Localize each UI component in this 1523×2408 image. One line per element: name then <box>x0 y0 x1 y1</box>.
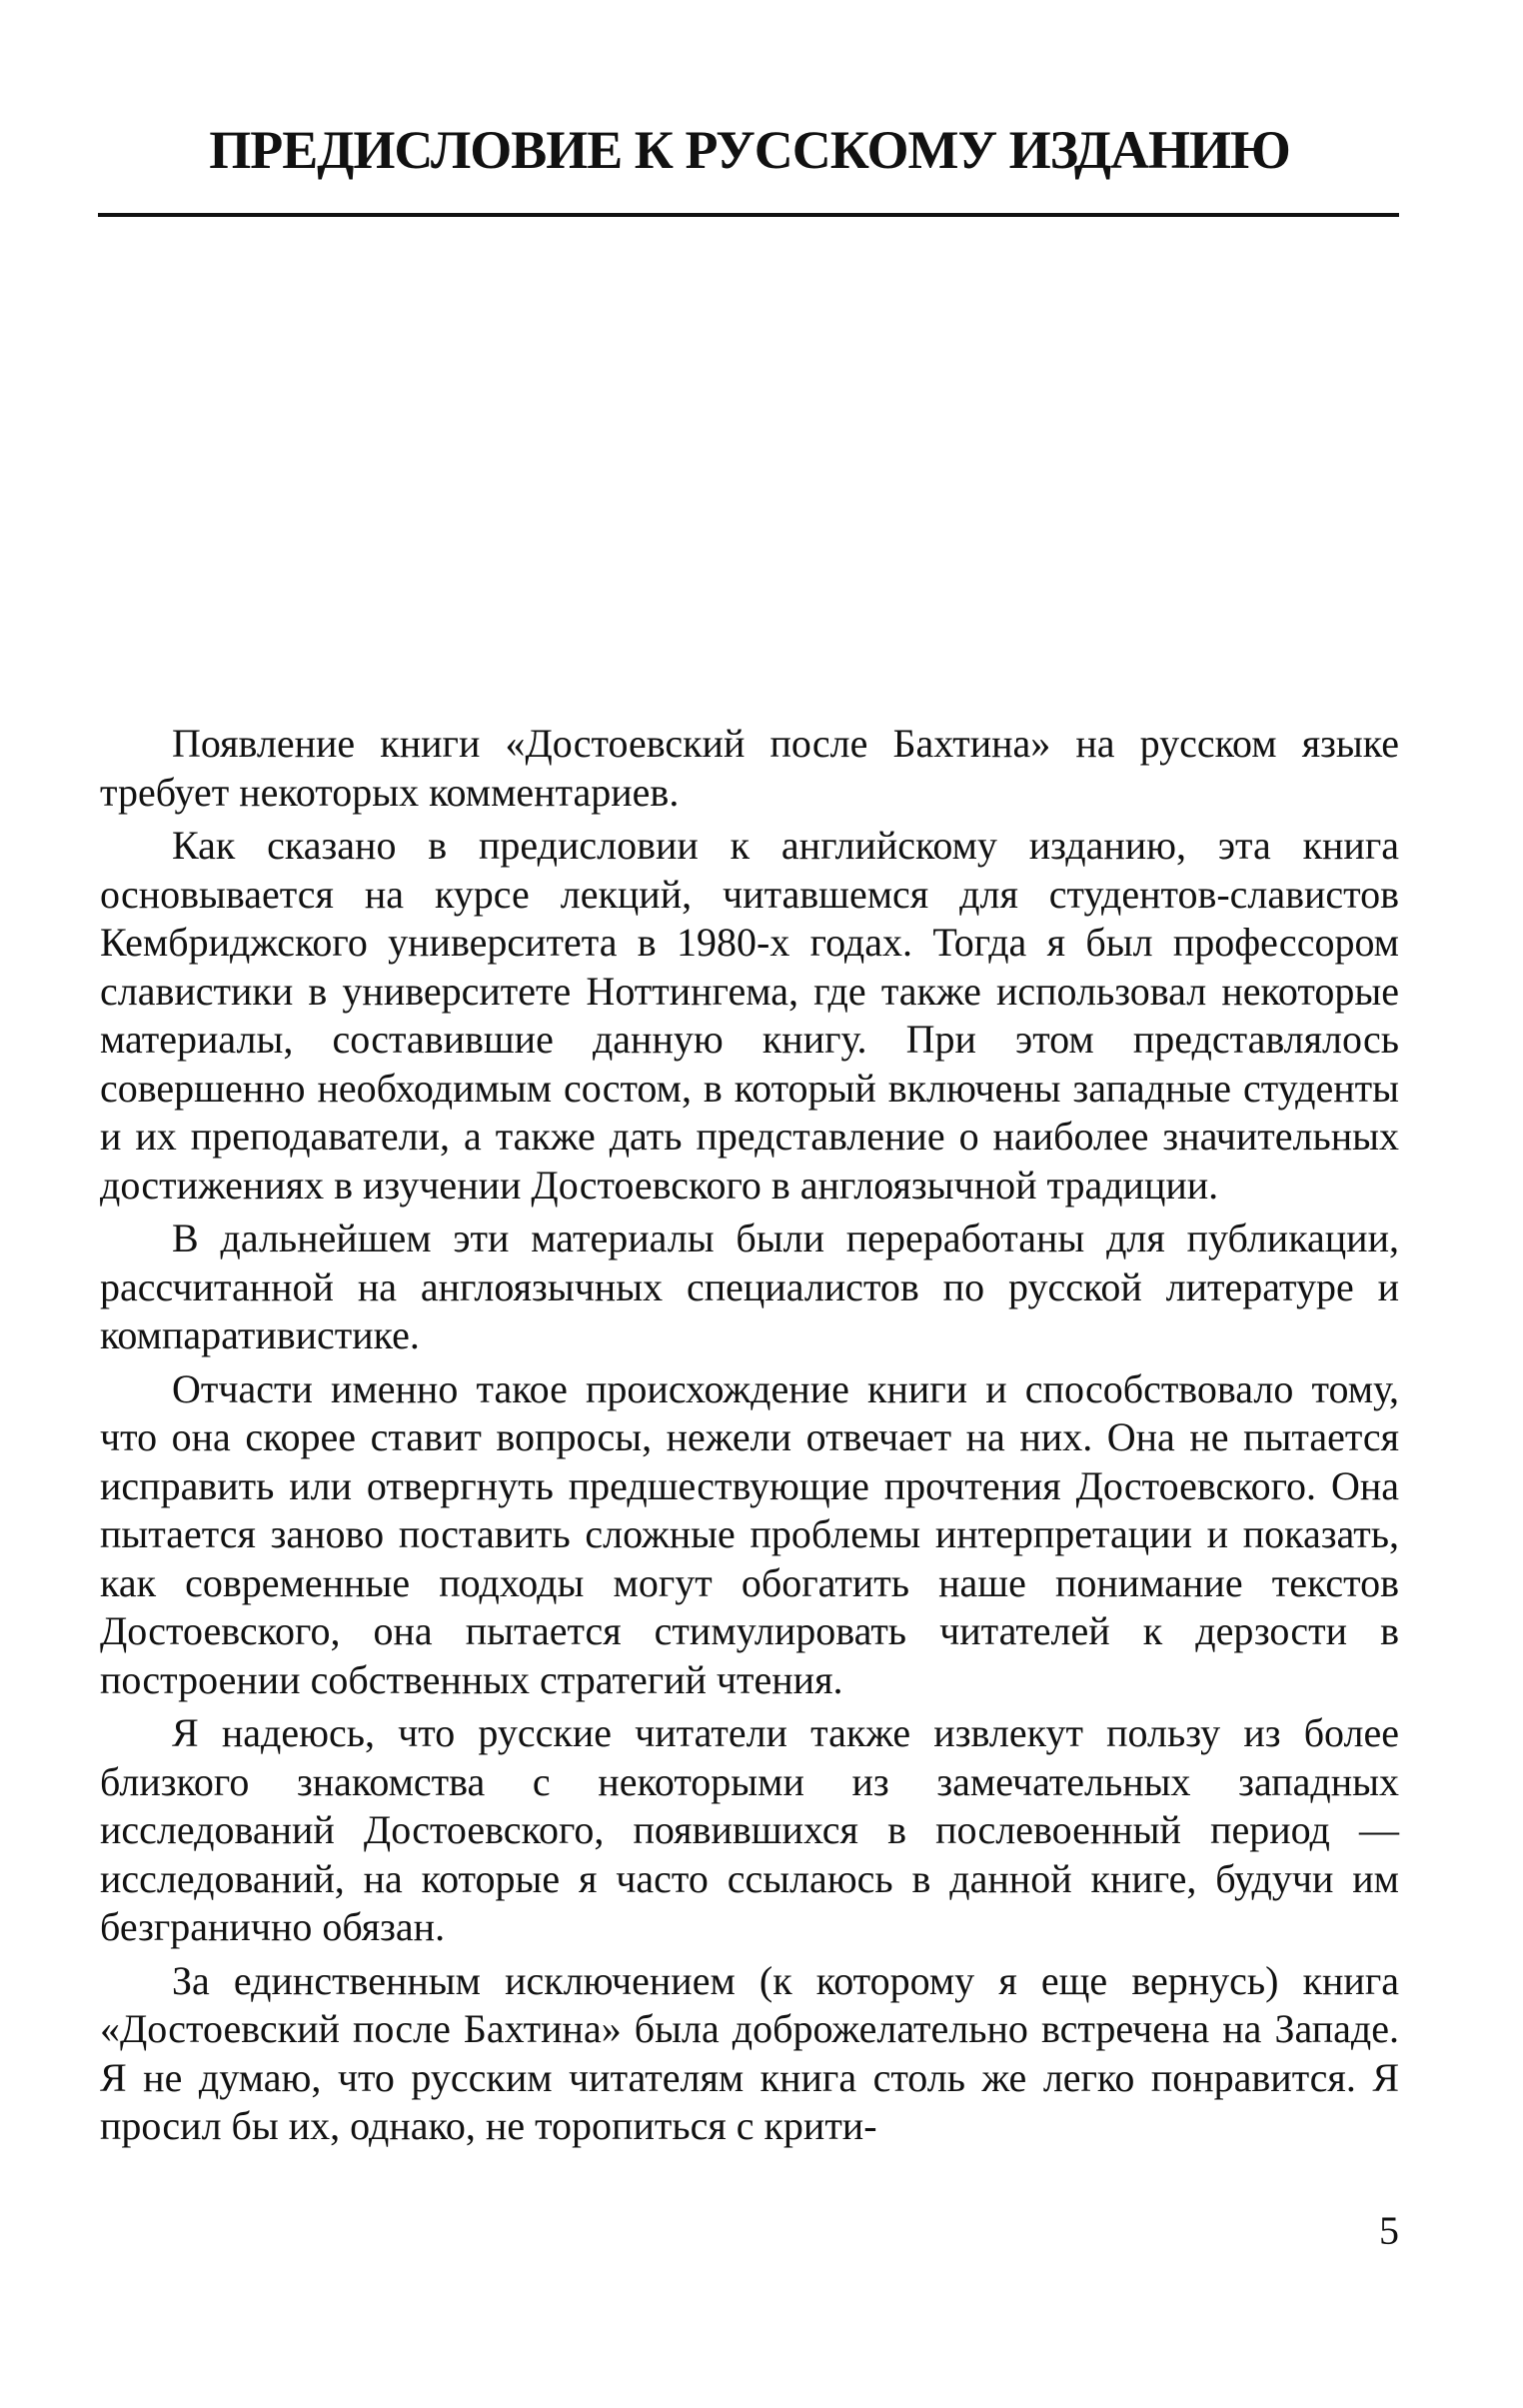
paragraph: Появление книги «Достоевский после Бахтина» на русском языке требует некоторых комментариев. <box>100 721 1399 815</box>
heading-rule <box>98 213 1399 217</box>
paragraph: В дальнейшем эти материалы были переработаны для публикации, рассчитанной на англоязычных специалистов по русской литературе и компаративистике. <box>100 1215 1399 1357</box>
chapter-heading: ПРЕДИСЛОВИЕ К РУССКОМУ ИЗДАНИЮ <box>209 120 1290 180</box>
paragraph: За единственным исключением (к которому я еще вернусь) книга «Достоевский после Бахтина» была доброжелательно встречена на Западе. Я не думаю, что русским читателям книга столь же легко понравится. Я просил бы их, однако, не торопиться с крити- <box>100 1957 1399 2148</box>
paragraph: Я надеюсь, что русские читатели также извлекут пользу из более близкого знакомства с некоторыми из замечательных западных исследований Достоевского, появившихся в послевоенный период — исследований, на которые я часто ссылаюсь в данной книге, будучи им безгранично обязан. <box>100 1710 1399 1949</box>
paragraph: Как сказано в предисловии к английскому изданию, эта книга основывается на курсе лекций, читавшемся для студентов-славистов Кембриджского университета в 1980-х годах. Тогда я был профессором славистики в университете Ноттингема, где также использовал некоторые материалы, составившие данную книгу. При этом представлялось совершенно необходимым состом, в который включены западные студенты и их преподаватели, а также дать представление о наиболее значительных достижениях в изучении Достоевского в англоязычной традиции. <box>100 823 1399 1207</box>
page-number: 5 <box>1379 2208 1399 2253</box>
paragraph: Отчасти именно такое происхождение книги и способствовало тому, что она скорее ставит вопросы, нежели отвечает на них. Она не пытается исправить или отвергнуть предшествующие прочтения Достоевского. Она пытается заново поставить сложные проблемы интерпретации и показать, как современные подходы могут обогатить наше понимание текстов Достоевского, она пытается стимулировать читателей к дерзости в построении собственных стратегий чтения. <box>100 1365 1399 1702</box>
body-text <box>100 720 1399 2151</box>
